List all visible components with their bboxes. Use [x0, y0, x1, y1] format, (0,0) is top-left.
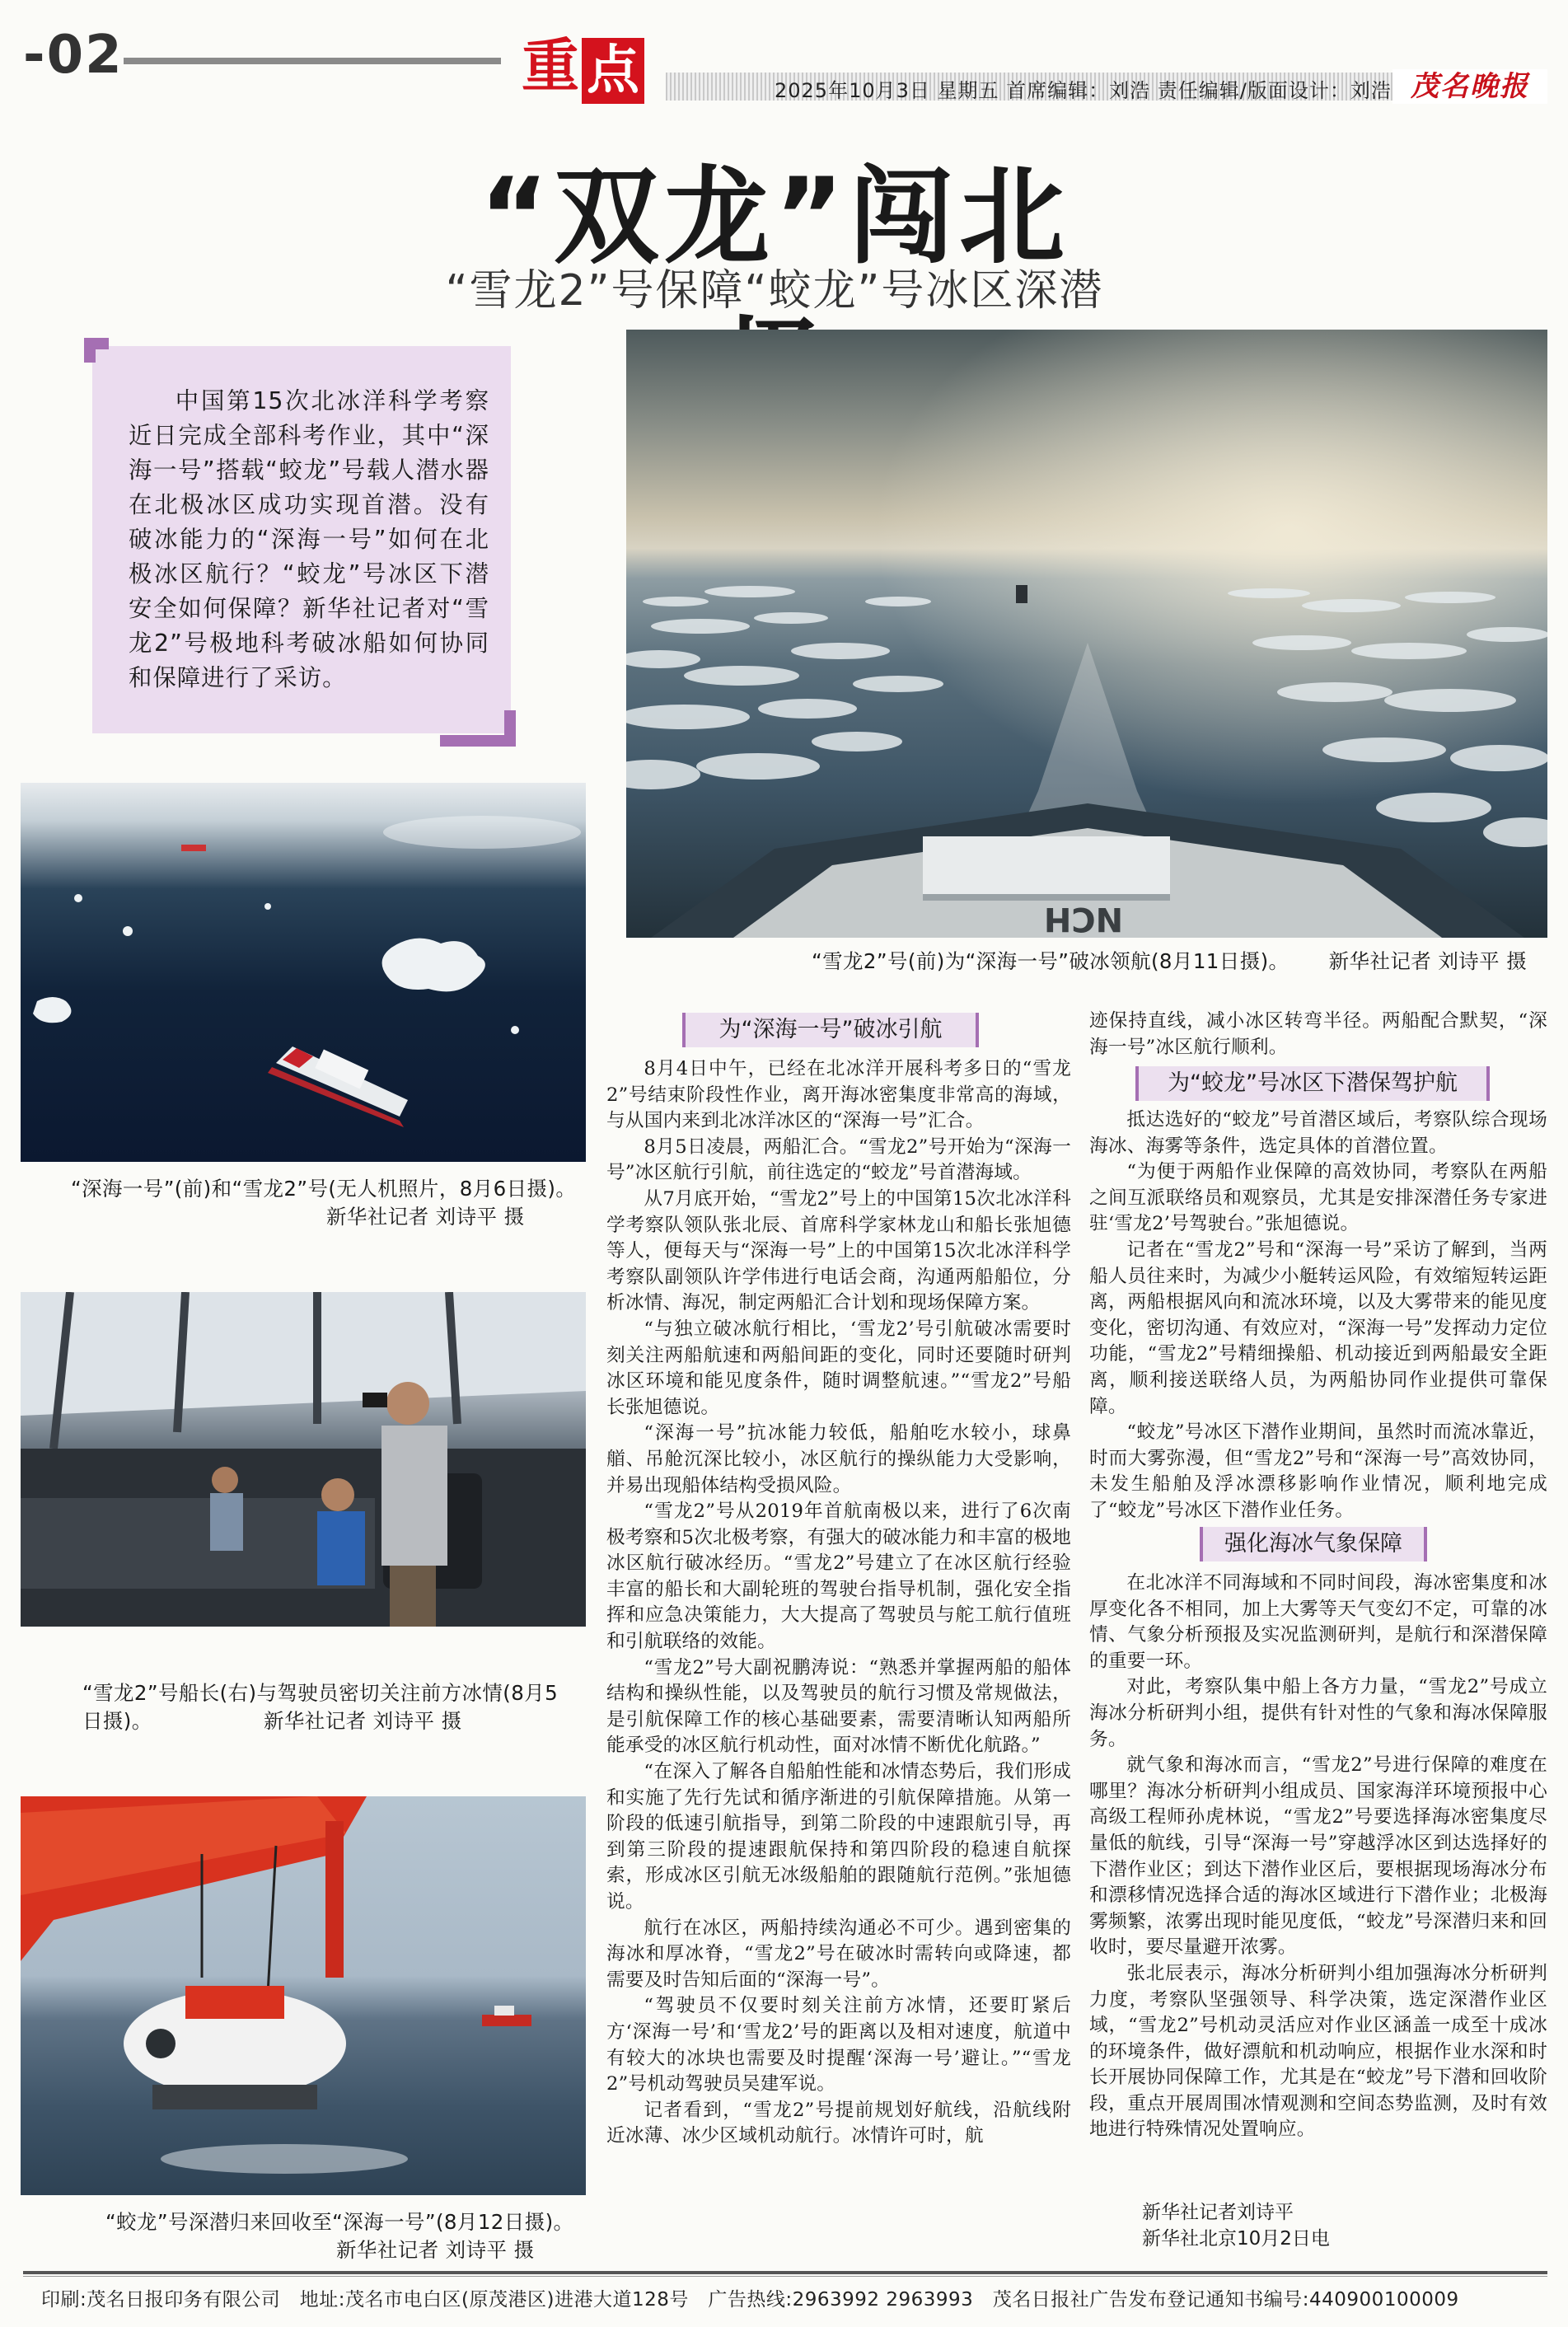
paragraph: 迹保持直线，减小冰区转弯半径。两船配合默契，“深海一号”冰区航行顺利。 [1089, 1010, 1547, 1058]
bow-marking: NCH [1043, 900, 1124, 938]
caption-photo1-credit: 新华社记者 刘诗平 摄 [326, 1205, 525, 1229]
paragraph: 抵达选好的“蛟龙”号首潜区域后，考察队综合现场海冰、海雾等条件，选定具体的首潜位置。 [1089, 1109, 1547, 1157]
article-column-b-bottom [1089, 1571, 1547, 2143]
photo-aerial-drawing [21, 783, 586, 1162]
paragraph: “蛟龙”号冰区下潜作业期间，虽然时而流冰靠近，时而大雾弥漫，但“雪龙2”号和“深海一号”高效协同，未发生船舶及浮冰漂移影响作业情况，顺利地完成了“蛟龙”号冰区下潜作业任务。 [1089, 1421, 1547, 1521]
caption-photo2-credit-line [82, 1707, 577, 1735]
photo-bridge-crew [21, 1292, 586, 1627]
intro-frame-corner [440, 710, 516, 747]
paragraph: 从7月底开始，“雪龙2”号上的中国第15次北冰洋科学考察队领队张北辰、首席科学家林龙山和船长张旭德等人，便每天与“深海一号”上的中国第15次北冰洋科学考察队副领队许学伟进行电话会商，沟通两船船位，分析冰情、海况，制定两船汇合计划和现场保障方案。 [606, 1187, 1071, 1314]
photo-jiaolong-recovery [21, 1796, 586, 2195]
footer-rule [23, 2271, 1547, 2274]
photo-icebreaker-drawing [626, 330, 1547, 938]
photo-recovery-drawing [21, 1796, 586, 2195]
paragraph: 航行在冰区，两船持续沟通必不可少。遇到密集的海冰和厚冰脊，“雪龙2”号在破冰时需转向或降速，都需要及时告知后面的“深海一号”。 [606, 1917, 1071, 1991]
photo-two-ships-aerial [21, 783, 586, 1162]
subhead-weather-support: 强化海冰气象保障 [1200, 1527, 1427, 1561]
jiaolong-submersible [124, 1986, 346, 2109]
paragraph: 记者在“雪龙2”号和“深海一号”采访了解到，当两船人员往来时，为减少小艇转运风险，有效缩短转运距离，两船根据风向和流冰环境，以及大雾带来的能见度变化，密切沟通、有效应对，“深海一号”发挥动力定位功能，“雪龙2”号精细操船、机动接近到两船最安全距离，顺利接送联络人员，为两船协同作业提供可靠保障。 [1089, 1238, 1547, 1417]
caption-photo1-text: “深海一号”(前)和“雪龙2”号(无人机照片，8月6日摄)。 [71, 1177, 577, 1201]
article-column-b-middle [1089, 1107, 1547, 1524]
byline-dateline: 新华社北京10月2日电 [1142, 2228, 1330, 2250]
caption-photo2-text: “雪龙2”号船长(右)与驾驶员密切关注前方冰情(8月5日摄)。 [82, 1681, 559, 1733]
paragraph: “雪龙2”号大副祝鹏涛说：“熟悉并掌握两船的船体结构和操纵性能，以及驾驶员的航行习惯及常规做法，是引航保障工作的核心基础要素，需要清晰认知两船所能承受的冰区航行机动性，面对冰情不断优化航路。” [606, 1656, 1071, 1757]
subhead-icebreaking: 为“深海一号”破冰引航 [682, 1013, 979, 1047]
ship-shenhai [181, 845, 206, 851]
caption-main [812, 948, 1527, 976]
caption-photo3-text: “蛟龙”号深潜归来回收至“深海一号”(8月12日摄)。 [105, 2210, 574, 2234]
section-char-1: 重 [522, 32, 579, 100]
caption-photo2-credit: 新华社记者 刘诗平 摄 [264, 1709, 462, 1733]
paragraph: 8月4日中午，已经在北冰洋开展科考多日的“雪龙2”号结束阶段性作业，离开海冰密集度非常高的海域，与从国内来到北冰洋冰区的“深海一号”汇合。 [606, 1058, 1071, 1132]
paragraph: 在北冰洋不同海域和不同时间段，海冰密集度和冰厚变化各不相同，加上大雾等天气变幻不定，可靠的冰情、气象分析预报及实况监测研判，是航行和深潜保障的重要一环。 [1089, 1572, 1547, 1672]
paragraph: “深海一号”抗冰能力较低，船舶吃水较小，球鼻艏、吊舱沉深比较小，冰区航行的操纵能力大受影响，并易出现船体结构受损风险。 [606, 1422, 1071, 1496]
header-info: 2025年10月3日 星期五 首席编辑：刘浩 责任编辑/版面设计：刘浩 [775, 79, 1392, 102]
photo-bridge-drawing [21, 1292, 586, 1627]
caption-photo1 [71, 1175, 598, 1231]
footer-imprint: 印刷:茂名日报印务有限公司 地址:茂名市电白区(原茂港区)进港大道128号 广告热线:2963992 2963993 茂名日报社广告发布登记通知书编号:440900100009 [41, 2289, 1459, 2311]
section-char-2: 点 [582, 38, 644, 104]
page-number: -02 [23, 25, 124, 86]
intro-text: 中国第15次北冰洋科学考察近日完成全部科考作业，其中“深海一号”搭载“蛟龙”号载人潜水器在北极冰区成功实现首潜。没有破冰能力的“深海一号”如何在北极冰区航行？“蛟龙”号冰区下潜安全如何保障？新华社记者对“雪龙2”号极地科考破冰船如何协同和保障进行了采访。 [129, 387, 489, 691]
caption-main-credit: 新华社记者 刘诗平 摄 [1328, 949, 1528, 973]
paragraph: 就气象和海冰而言，“雪龙2”号进行保障的难度在哪里？海冰分析研判小组成员、国家海洋环境预报中心高级工程师孙虎林说，“雪龙2”号要选择海冰密集度尽量低的航线，引导“深海一号”穿越浮冰区到达选择好的下潜作业区；到达下潜作业区后，要根据现场海冰分布和漂移情况选择合适的海冰区域进行下潜作业；北极海雾频繁，浓雾出现时能见度低，“蛟龙”号深潜归来和回收时，要尽量避开浓雾。 [1089, 1754, 1547, 1959]
masthead-logo: 茂名晚报 [1392, 69, 1547, 104]
article-column-a [606, 1056, 1071, 2150]
paragraph: 记者看到，“雪龙2”号提前规划好航线，沿航线附近冰薄、冰少区域机动航行。冰情许可时，航 [606, 2099, 1071, 2147]
header-rule [124, 58, 501, 64]
paragraph: “为便于两船作业保障的高效协同，考察队在两船之间互派联络员和观察员，尤其是安排深潜任务专家进驻‘雪龙2’号驾驶台。”张旭德说。 [1089, 1161, 1547, 1235]
subhead-dive-escort: 为“蛟龙”号冰区下潜保驾护航 [1135, 1066, 1490, 1101]
paragraph: 对此，考察队集中船上各方力量，“雪龙2”号成立海冰分析研判小组，提供有针对性的气象和海冰保障服务。 [1089, 1676, 1547, 1750]
paragraph: 8月5日凌晨，两船汇合。“雪龙2”号开始为“深海一号”冰区航行引航，前往选定的“蛟龙”号首潜海域。 [606, 1135, 1071, 1184]
photo-icebreaker-leading [626, 330, 1547, 938]
footer-rule [23, 2276, 1547, 2277]
headline: “双龙”闯北 [479, 156, 1070, 279]
article-column-b-top [1089, 1009, 1547, 1060]
byline-reporter: 新华社记者刘诗平 [1142, 2202, 1294, 2223]
paragraph: “在深入了解各自船舶性能和冰情态势后，我们形成和实施了先行先试和循序渐进的引航保障措施。从第一阶段的低速引航指导，到第二阶段的中速跟航引导，再到第三阶段的提速跟航保持和第四阶段的稳速自航探索，形成冰区引航无冰级船舶的跟随航行范例。”张旭德说。 [606, 1761, 1071, 1913]
paragraph: “与独立破冰航行相比，‘雪龙2’号引航破冰需要时刻关注两船航速和两船间距的变化，同时还要随时研判冰区环境和能见度条件，随时调整航速。”“雪龙2”号船长张旭德说。 [606, 1318, 1071, 1418]
paragraph: 张北辰表示，海冰分析研判小组加强海冰分析研判力度，考察队坚强领导、科学决策，选定深潜作业区域，“雪龙2”号机动灵活应对作业区涵盖一成至十成冰的环境条件，做好漂航和机动响应，根据作业水深和时长开展协同保障工作，尤其是在“蛟龙”号下潜和回收阶段，重点开展周围冰情观测和空间态势监测，及时有效地进行特殊情况处置响应。 [1089, 1962, 1547, 2141]
intro-box [92, 346, 511, 733]
caption-photo3-credit: 新华社记者 刘诗平 摄 [336, 2238, 535, 2262]
caption-main-text: “雪龙2”号(前)为“深海一号”破冰领航(8月11日摄)。 [812, 949, 1290, 973]
caption-photo2 [82, 1679, 577, 1735]
paragraph: “雪龙2”号从2019年首航南极以来，进行了6次南极考察和5次北极考察，有强大的破冰能力和丰富的极地冰区航行破冰经历。“雪龙2”号建立了在冰区航行经验丰富的船长和大副轮班的驾驶台指导机制，强化安全指挥和应急决策能力，大大提高了驾驶员与舵工航行值班和引航联络的效能。 [606, 1501, 1071, 1653]
intro-frame-corner [84, 338, 109, 363]
subheadline: “雪龙2”号保障“蛟龙”号冰区深潜 [445, 266, 1104, 316]
paragraph: “驾驶员不仅要时刻关注前方冰情，还要盯紧后方‘深海一号’和‘雪龙2’号的距离以及相对速度，航道中有较大的冰块也需要及时提醒‘深海一号’避让。”“雪龙2”号机动驾驶员吴建军说。 [606, 1995, 1071, 2095]
ship-xuelong [268, 1046, 408, 1127]
ship-xuelong-distant [482, 2006, 531, 2026]
section-badge [517, 31, 646, 105]
caption-photo3 [105, 2208, 600, 2264]
